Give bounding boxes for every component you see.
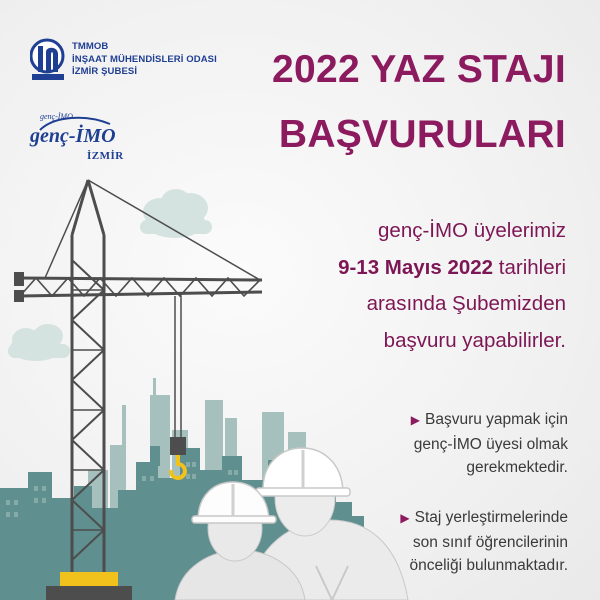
info-line-2 <box>338 250 566 287</box>
org-line-name: İNŞAAT MÜHENDİSLERİ ODASI <box>72 53 217 65</box>
info-line-4: başvuru yapabilirler. <box>383 328 566 352</box>
note-priority <box>400 506 568 578</box>
triangle-bullet-icon: ▶ <box>410 413 420 427</box>
note-line: Staj yerleştirmelerinde <box>414 509 568 526</box>
note-membership <box>411 408 568 480</box>
info-line-1: genç-İMO üyelerimiz <box>378 219 566 242</box>
note-line: genç-İMO üyesi olmak <box>413 435 568 453</box>
crane-counterweight-icon <box>14 272 24 302</box>
note-line: önceliği bulunmaktadır. <box>409 557 568 574</box>
note-line: gerekmektedir. <box>466 459 568 476</box>
genc-imo-small-text: genç-İMO <box>40 112 73 121</box>
note-line: Başvuru yapmak için <box>424 411 568 428</box>
info-line-3: arasında Şubemizden <box>366 292 566 315</box>
genc-imo-city: İZMİR <box>87 150 124 162</box>
headline-line-2: BAŞVURULARI <box>278 113 566 156</box>
cloud-icon <box>8 324 70 361</box>
org-line-branch: İZMİR ŞUBESİ <box>72 66 138 77</box>
note-line: son sınıf öğrencilerinin <box>412 533 568 551</box>
triangle-bullet-icon: ▶ <box>400 511 410 525</box>
application-dates: 9-13 Mayıs 2022 <box>338 255 494 279</box>
org-line-tmmob: TMMOB <box>72 41 109 52</box>
info-line-2-rest: tarihleri <box>498 255 566 279</box>
genc-imo-wordmark: genç-İMO <box>30 125 116 147</box>
info-paragraph <box>338 213 566 359</box>
headline-line-1: 2022 YAZ STAJI <box>272 48 566 91</box>
imo-emblem-icon <box>30 38 66 82</box>
imo-org-logo <box>30 38 220 86</box>
genc-imo-logo <box>30 112 140 172</box>
